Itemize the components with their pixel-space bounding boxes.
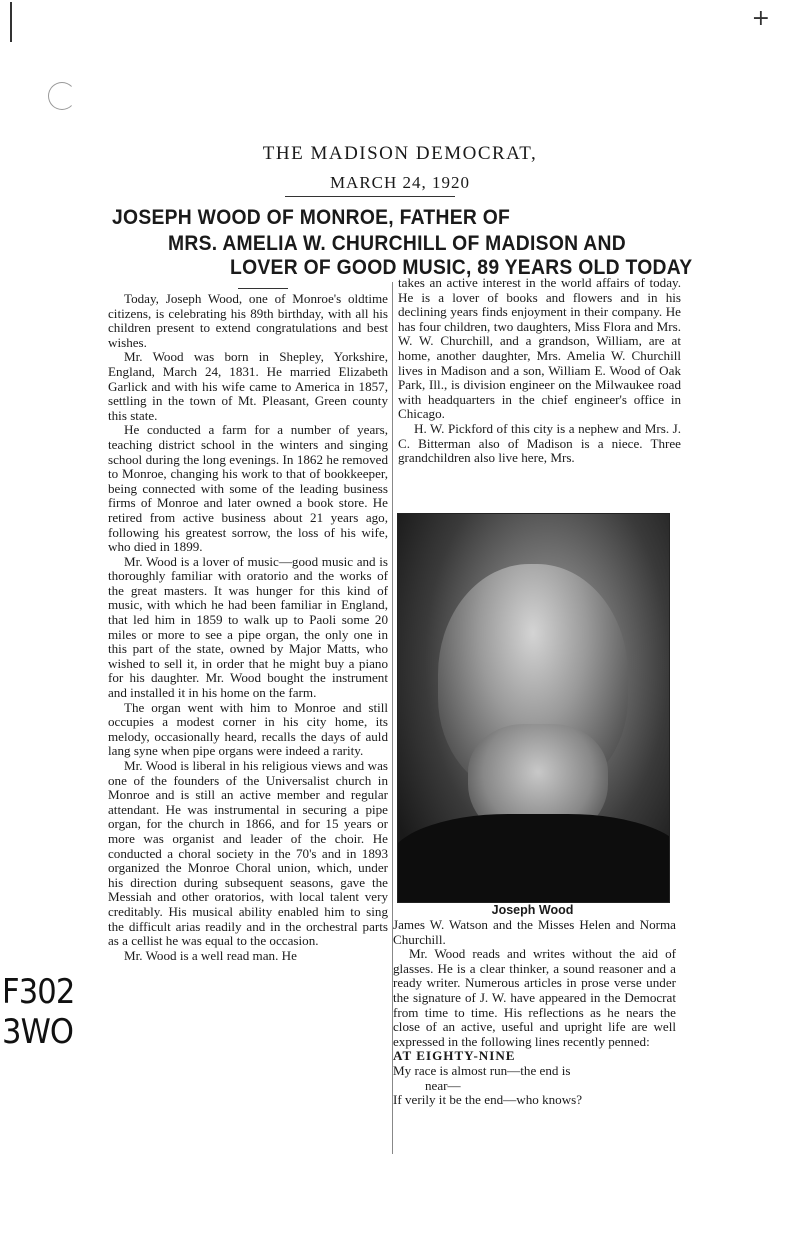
paragraph: He conducted a farm for a number of years, teaching district school in the winters and singing school during the long evenings. In 1862 he removed to Monroe, changing his work to that of bookkeeper, being connected with some of the leading business firms of Monroe and later owned a book store. He retired from active business about 21 years ago, following his greatest sorrow, the loss of his wife, who died in 1899. — [108, 422, 388, 555]
article-column-2-top — [398, 276, 681, 466]
poem-line: near— — [425, 1077, 461, 1093]
punch-hole-mark — [48, 82, 76, 110]
portrait-coat — [397, 814, 670, 903]
paragraph: Mr. Wood reads and writes without the aid of glasses. He is a clear thinker, a sound reasoner and a ready writer. Numerous articles in prose verse under the signature of J. W. have appeared in the Democrat from time to time. His reflections as he nears the close of an active, useful and upright life are well expressed in the following lines recently penned: — [393, 946, 676, 1049]
paragraph: Mr. Wood is a lover of music—good music and is thoroughly familiar with oratorio and the works of the great masters. It was hunger for this kind of music, with which he had been familiar in England, that led him in 1859 to walk up to Paoli some 20 miles or more to see a pipe organ, the only one in this part of the state, owned by Major Matts, who wished to sell it, in order that he might buy a piano for his daughter. Mr. Wood bought the instrument and installed it in his home on the farm. — [108, 553, 388, 701]
paragraph: Mr. Wood is liberal in his religious views and was one of the founders of the Universalist church in Monroe and is still an active member and regular attendant. He was instrumental in securing a pipe organ, for the church in 1866, and for 15 years or more was organist and leader of the choir. He conducted a choral society in the 70's and in 1893 organized the Monroe Choral union, which, under his direction during subsequent seasons, gave the Messiah and other oratorios, with local talent very creditably. His musical ability enabled him to sing the difficult arias readily and in the orchestral parts as a cellist he was equal to the occasion. — [108, 758, 388, 949]
paragraph: H. W. Pickford of this city is a nephew and Mrs. J. C. Bitterman also of Madison is a niece. Three grandchildren also live here, Mrs. — [398, 420, 681, 466]
corner-mark — [10, 2, 22, 42]
headline-line-2: MRS. AMELIA W. CHURCHILL OF MADISON AND — [168, 232, 626, 255]
handwritten-annotation: F302 — [2, 972, 75, 1012]
paper-name: THE MADISON DEMOCRAT, — [262, 143, 538, 164]
headline-rule — [238, 288, 288, 289]
handwritten-annotation: 3WO — [2, 1012, 74, 1052]
article-column-1 — [108, 292, 388, 963]
article-column-2-bottom — [393, 918, 676, 1108]
paragraph: The organ went with him to Monroe and still occupies a modest corner in his city home, its melody, occasionally heard, recalls the days of auld lang syne when pipe organs were indeed a rarity. — [108, 699, 388, 759]
photo-caption: Joseph Wood — [491, 903, 574, 917]
portrait-photo — [397, 513, 670, 903]
date-rule — [285, 196, 455, 197]
headline-line-1: JOSEPH WOOD OF MONROE, FATHER OF — [112, 206, 511, 229]
paragraph: takes an active interest in the world affairs of today. He is a lover of books and flowers and in his declining years finds enjoyment in their company. He has four children, two daughters, Miss Flora and Mrs. W. W. Churchill, and a grandson, William, are at home, another daughter, Mrs. Amelia W. Churchill lives in Madison and a son, William E. Wood of Oak Park, Ill., is division engineer on the Milwaukee road with headquarters in the chief engineer's office in Chicago. — [398, 275, 681, 422]
registration-mark: + — [751, 6, 770, 31]
paragraph: James W. Watson and the Misses Helen and Norma Churchill. — [393, 917, 676, 947]
paragraph: Today, Joseph Wood, one of Monroe's oldtime citizens, is celebrating his 89th birthday, with all his children present to extend congratulations and best wishes. — [108, 291, 388, 350]
poem-title: AT EIGHTY-NINE — [393, 1048, 516, 1064]
headline-line-3: LOVER OF GOOD MUSIC, 89 YEARS OLD TODAY — [230, 256, 693, 279]
poem-line: If verily it be the end—who knows? — [393, 1092, 583, 1108]
poem-line: My race is almost run—the end is — [393, 1062, 571, 1078]
paper-date: MARCH 24, 1920 — [329, 173, 471, 192]
paragraph: Mr. Wood was born in Shepley, Yorkshire, England, March 24, 1831. He married Elizabeth Garlick and with his wife came to America in 1857, settling in the town of Mt. Pleasant, Green county this state. — [108, 349, 388, 423]
paragraph: Mr. Wood is a well read man. He — [124, 947, 297, 963]
